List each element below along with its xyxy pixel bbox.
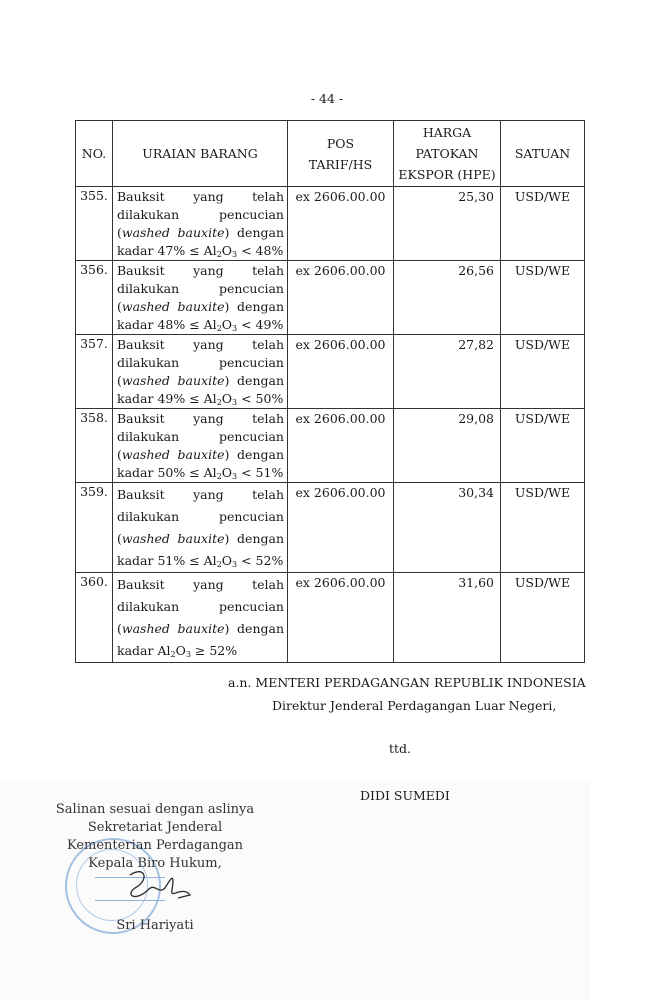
- desc-text: ) dengan kadar: [117, 621, 284, 658]
- table-row: [76, 409, 585, 483]
- header-no: NO.: [76, 121, 113, 187]
- signature-signed: ttd.: [389, 741, 412, 756]
- condition-post: < 52%: [237, 553, 284, 568]
- condition-pre: 49% ≤: [157, 391, 204, 406]
- desc-condition: [157, 643, 237, 658]
- chem: Al: [203, 243, 217, 258]
- row-unit: USD/WE: [501, 261, 585, 335]
- table-row: [76, 187, 585, 261]
- chem-sub: 2: [216, 250, 222, 259]
- header-hpe: [394, 121, 501, 187]
- condition-post: < 51%: [237, 465, 284, 480]
- row-price: 29,08: [394, 409, 501, 483]
- row-unit: USD/WE: [501, 335, 585, 409]
- row-description: [113, 335, 288, 409]
- chem-sub: 2: [216, 472, 222, 481]
- chem: Al: [203, 553, 217, 568]
- desc-text: Bauksit yang telah dilakukan pencucian (: [117, 337, 284, 388]
- table-row: [76, 573, 585, 663]
- header-hpe-line: EKSPOR (HPE): [398, 167, 496, 182]
- table-row: [76, 261, 585, 335]
- chem: O: [221, 317, 233, 332]
- price-table: [75, 120, 585, 663]
- header-pos: [288, 121, 394, 187]
- desc-text: Bauksit yang telah dilakukan pencucian (: [117, 577, 284, 636]
- row-description: [113, 573, 288, 663]
- certified-copy-line: Kepala Biro Hukum,: [88, 856, 222, 871]
- chem-sub: 3: [232, 472, 238, 481]
- header-pos-line: TARIF/HS: [308, 156, 373, 172]
- row-unit: USD/WE: [501, 187, 585, 261]
- row-description: [113, 187, 288, 261]
- chem: Al: [157, 643, 171, 658]
- signature-name: DIDI SUMEDI: [360, 788, 450, 803]
- desc-text: Bauksit yang telah dilakukan pencucian (: [117, 189, 284, 240]
- desc-text: Bauksit yang telah dilakukan pencucian (: [117, 263, 284, 314]
- chem: Al: [203, 317, 217, 332]
- chem-sub: 3: [232, 250, 238, 259]
- row-hs-code: ex 2606.00.00: [288, 187, 394, 261]
- row-number: 356.: [76, 261, 113, 335]
- row-description: [113, 409, 288, 483]
- header-hpe-line: PATOKAN: [415, 146, 479, 161]
- desc-condition: [157, 391, 283, 406]
- chem: O: [221, 243, 233, 258]
- certified-copy-name: Sri Hariyati: [116, 918, 194, 933]
- desc-text: ) dengan kadar: [117, 447, 284, 480]
- row-price: 25,30: [394, 187, 501, 261]
- condition-post: < 50%: [237, 391, 284, 406]
- chem: Al: [203, 391, 217, 406]
- row-number: 359.: [76, 483, 113, 573]
- row-hs-code: ex 2606.00.00: [288, 335, 394, 409]
- desc-text: ) dengan kadar: [117, 531, 284, 568]
- row-number: 357.: [76, 335, 113, 409]
- desc-condition: [157, 553, 283, 568]
- certified-copy-line: Salinan sesuai dengan aslinya: [55, 802, 255, 817]
- row-number: 358.: [76, 409, 113, 483]
- desc-italic: washed bauxite: [121, 447, 225, 462]
- row-price: 26,56: [394, 261, 501, 335]
- table-row: [76, 335, 585, 409]
- chem: Al: [203, 465, 217, 480]
- chem: O: [221, 553, 233, 568]
- row-hs-code: ex 2606.00.00: [288, 261, 394, 335]
- row-price: 27,82: [394, 335, 501, 409]
- row-hs-code: ex 2606.00.00: [288, 573, 394, 663]
- certified-copy-line: Kementerian Perdagangan: [66, 838, 244, 853]
- row-unit: USD/WE: [501, 409, 585, 483]
- header-unit: SATUAN: [501, 121, 585, 187]
- condition-pre: 48% ≤: [157, 317, 204, 332]
- desc-italic: washed bauxite: [121, 531, 225, 546]
- chem-sub: 2: [216, 324, 222, 333]
- desc-condition: [157, 317, 283, 332]
- chem-sub: 3: [232, 324, 238, 333]
- condition-post: < 49%: [237, 317, 284, 332]
- desc-text: Bauksit yang telah dilakukan pencucian (: [117, 411, 284, 462]
- row-number: 355.: [76, 187, 113, 261]
- desc-italic: washed bauxite: [121, 225, 225, 240]
- row-hs-code: ex 2606.00.00: [288, 483, 394, 573]
- condition-pre: 50% ≤: [157, 465, 204, 480]
- chem: O: [221, 391, 233, 406]
- header-pos-line: POS: [326, 135, 355, 151]
- desc-text: ) dengan kadar: [117, 299, 284, 332]
- table-row: [76, 483, 585, 573]
- row-price: 30,34: [394, 483, 501, 573]
- condition-post: ≥ 52%: [190, 643, 238, 658]
- row-description: [113, 261, 288, 335]
- signature-on-behalf: a.n. MENTERI PERDAGANGAN REPUBLIK INDONESIA: [228, 675, 586, 690]
- desc-italic: washed bauxite: [121, 373, 225, 388]
- row-unit: USD/WE: [501, 483, 585, 573]
- desc-text: ) dengan kadar: [117, 225, 284, 258]
- chem-sub: 3: [232, 398, 238, 407]
- desc-italic: washed bauxite: [121, 299, 225, 314]
- condition-post: < 48%: [237, 243, 284, 258]
- certified-copy-line: Sekretariat Jenderal: [87, 820, 223, 835]
- chem: O: [175, 643, 186, 658]
- certified-copy-block: [30, 801, 280, 935]
- row-description: [113, 483, 288, 573]
- row-number: 360.: [76, 573, 113, 663]
- desc-text: Bauksit yang telah dilakukan pencucian (: [117, 487, 284, 546]
- header-hpe-line: HARGA: [422, 125, 472, 140]
- chem-sub: 2: [170, 650, 176, 659]
- chem: O: [221, 465, 233, 480]
- table-header-row: [76, 121, 585, 187]
- condition-pre: 51% ≤: [157, 553, 204, 568]
- signature-position: Direktur Jenderal Perdagangan Luar Negeri,: [272, 698, 557, 713]
- desc-italic: washed bauxite: [121, 621, 225, 636]
- desc-condition: [157, 243, 283, 258]
- chem-sub: 2: [216, 398, 222, 407]
- desc-text: ) dengan kadar: [117, 373, 284, 406]
- header-desc: URAIAN BARANG: [113, 121, 288, 187]
- chem-sub: 3: [232, 560, 238, 569]
- chem-sub: 3: [185, 650, 191, 659]
- row-unit: USD/WE: [501, 573, 585, 663]
- row-hs-code: ex 2606.00.00: [288, 409, 394, 483]
- chem-sub: 2: [216, 560, 222, 569]
- page-number: - 44 -: [310, 91, 344, 106]
- desc-condition: [157, 465, 283, 480]
- row-price: 31,60: [394, 573, 501, 663]
- condition-pre: 47% ≤: [157, 243, 204, 258]
